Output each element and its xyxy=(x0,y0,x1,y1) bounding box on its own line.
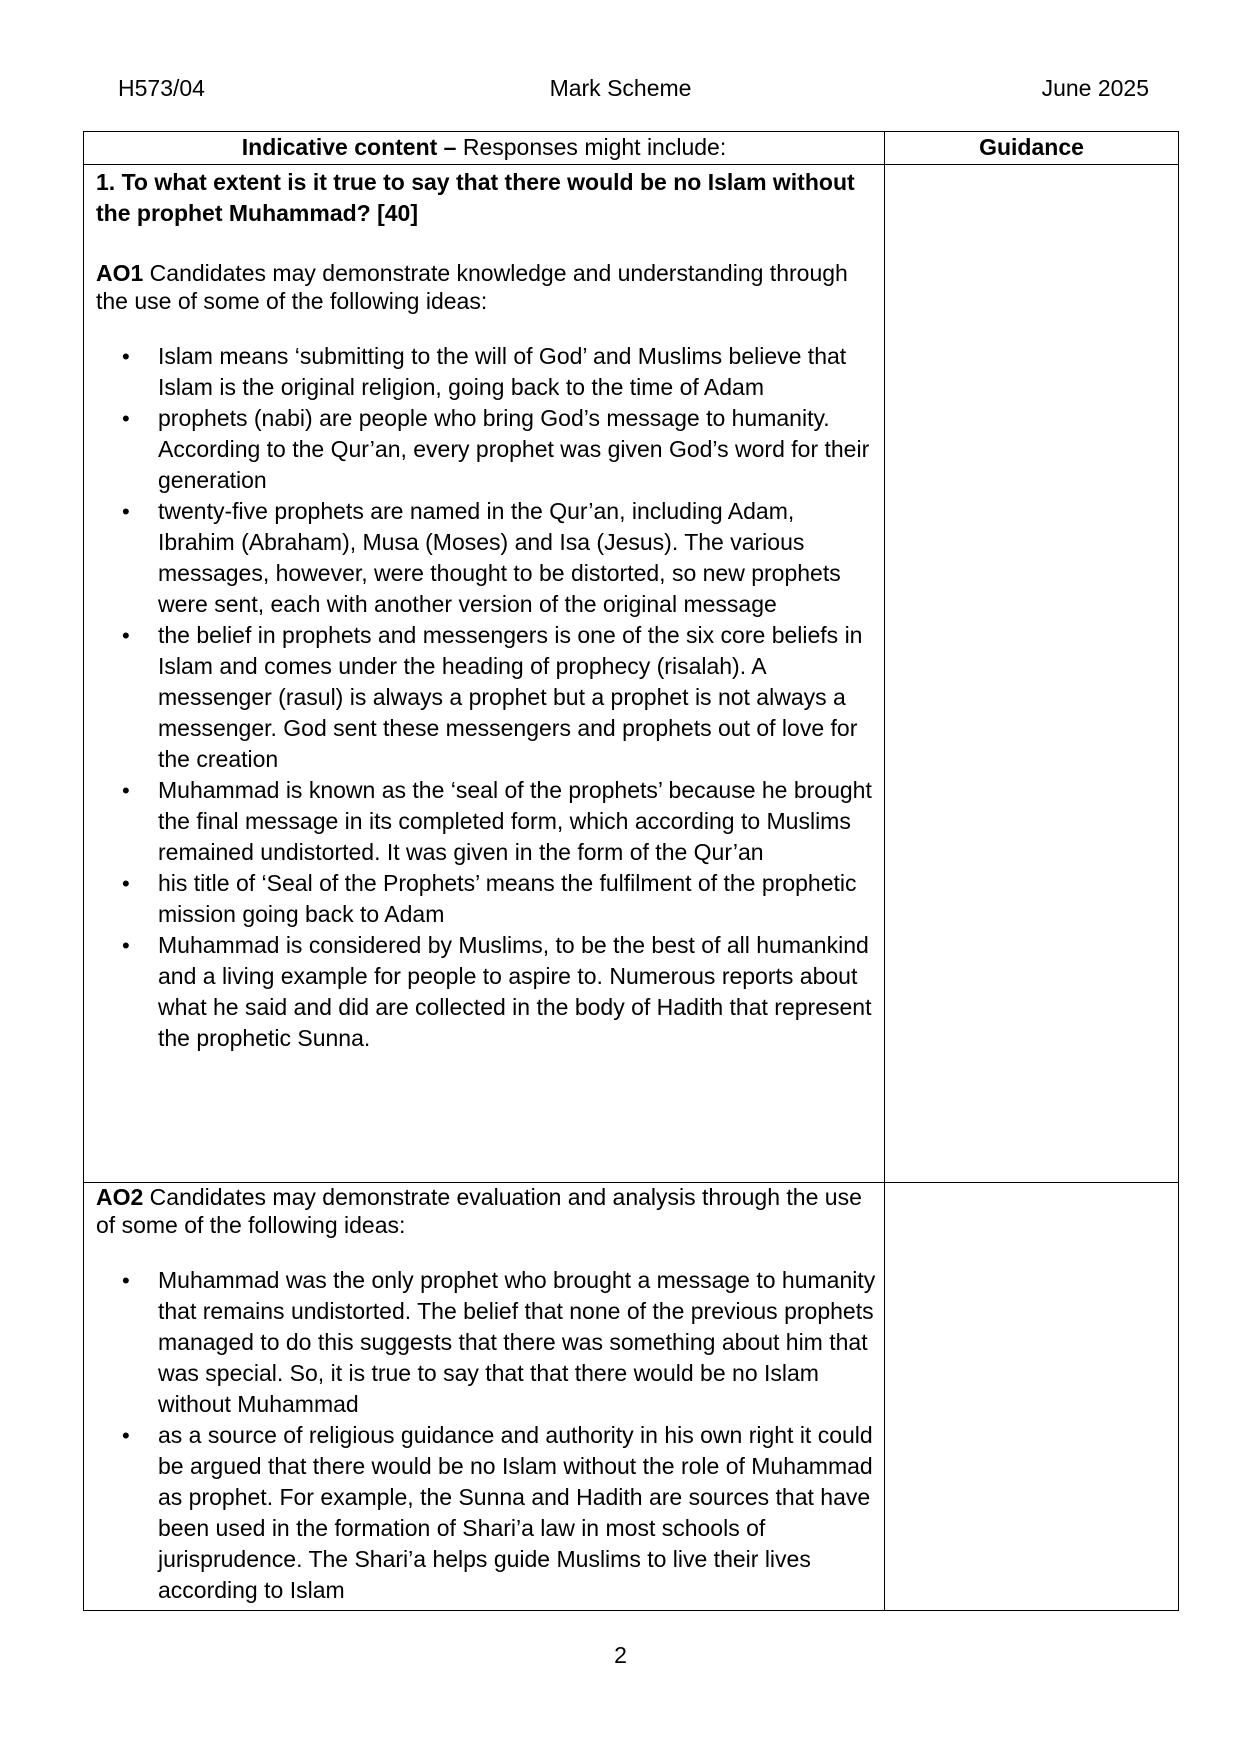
ao2-bullet: • Muhammad was the only prophet who brought a message to humanity that remains undistorted. The belief that none of the previous prophets managed to do this suggests that there was something about him that was special. So, it is true to say that that there would be no Islam without Muhammad xyxy=(158,1265,876,1420)
ao1-bullet: • Islam means ‘submitting to the will of God’ and Muslims believe that Islam is the original religion, going back to the time of Adam xyxy=(158,341,876,403)
ao1-bullet: • the belief in prophets and messengers is one of the six core beliefs in Islam and comes under the heading of prophecy (risalah). A messenger (rasul) is always a prophet but a prophet is not always a messenger. God sent these messengers and prophets out of love for the creation xyxy=(158,620,876,775)
indicative-content-label: Indicative content – xyxy=(241,134,457,160)
ao1-intro xyxy=(96,259,876,315)
ao1-bullet-list xyxy=(96,341,876,1054)
ao2-bullet-list xyxy=(96,1265,876,1606)
mark-scheme-table xyxy=(83,131,1179,1611)
ao1-guidance-cell xyxy=(885,165,1179,1183)
ao1-bullet: • his title of ‘Seal of the Prophets’ means the fulfilment of the prophetic mission going back to Adam xyxy=(158,868,876,930)
ao1-label: AO1 xyxy=(96,260,144,286)
ao1-bullet: • Muhammad is known as the ‘seal of the prophets’ because he brought the final message in its completed form, which according to Muslims remained undistorted. It was given in the form of the Qur’an xyxy=(158,775,876,868)
doc-code: H573/04 xyxy=(118,75,205,101)
guidance-header: Guidance xyxy=(885,132,1179,165)
question-text: 1. To what extent is it true to say that there would be no Islam without the prophet Muhammad? [40] xyxy=(96,169,855,226)
indicative-content-subtitle: Responses might include: xyxy=(456,134,727,160)
ao2-intro-text: Candidates may demonstrate evaluation and analysis through the use of some of the following ideas: xyxy=(96,1184,862,1238)
ao2-intro xyxy=(96,1183,876,1239)
ao1-bullet: • twenty-five prophets are named in the Qur’an, including Adam, Ibrahim (Abraham), Musa (Moses) and Isa (Jesus). The various messages, however, were thought to be distorted, so new prophets were sent, each with another version of the original message xyxy=(158,496,876,620)
ao1-content-cell xyxy=(84,165,885,1183)
page-number: 2 xyxy=(614,1642,627,1668)
ao2-row xyxy=(84,1183,1179,1611)
doc-date: June 2025 xyxy=(1041,75,1149,101)
ao1-bullet: • prophets (nabi) are people who bring God’s message to humanity. According to the Qur’an, every prophet was given God’s word for their generation xyxy=(158,403,876,496)
table-header-row xyxy=(84,132,1179,165)
ao1-intro-text: Candidates may demonstrate knowledge and understanding through the use of some of the following ideas: xyxy=(96,260,848,314)
ao1-row xyxy=(84,165,1179,1183)
ao1-bullet: • Muhammad is considered by Muslims, to be the best of all humankind and a living example for people to aspire to. Numerous reports about what he said and did are collected in the body of Hadith that represent the prophetic Sunna. xyxy=(158,930,876,1054)
ao2-guidance-cell xyxy=(885,1183,1179,1611)
indicative-content-header xyxy=(84,132,885,165)
doc-title: Mark Scheme xyxy=(549,75,692,101)
ao2-bullet: • as a source of religious guidance and authority in his own right it could be argued that there would be no Islam without the role of Muhammad as prophet. For example, the Sunna and Hadith are sources that have been used in the formation of Shari’a law in most schools of jurisprudence. The Shari’a helps guide Muslims to live their lives according to Islam xyxy=(158,1420,876,1606)
ao2-label: AO2 xyxy=(96,1184,144,1210)
ao2-content-cell xyxy=(84,1183,885,1611)
